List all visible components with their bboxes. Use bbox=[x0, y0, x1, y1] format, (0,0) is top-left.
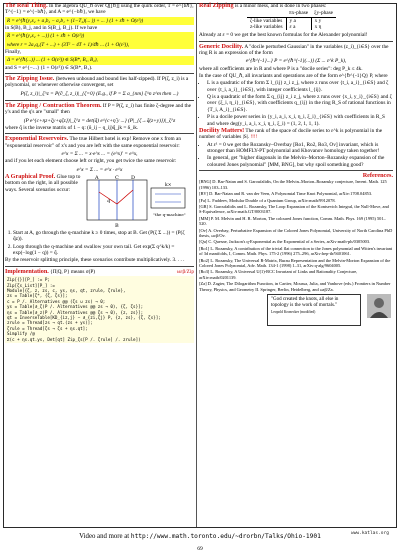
page-number: 69 bbox=[197, 546, 203, 552]
list-item: • Q is a quadratic of the form Σ q_{ij} z_i z_j, where z runs over {x_i, y_i}_{i∈S} and ζ over {ξ_i, η_i}_{i∈S}, with coefficients q_{ij} in the ring R_S of rational functions in {T_i, A_i}_{i∈S}. bbox=[207, 94, 393, 113]
exponential-formula2: e^x = Σ ... = e^x · e^x bbox=[76, 166, 123, 173]
reference-item: [Ov] A. Overbay, Perturbative Expansion of the Colored Jones Polynomial, University of North Carolina PhD thesis, ωεβ/Ov. bbox=[199, 227, 393, 238]
fig-label-q: q bbox=[107, 198, 111, 205]
generic-docility-formula: e^{ℏ^{-1}...} P = e^{ℏ^{-1}(...)} (Σ ... ε^k P_k), bbox=[245, 58, 347, 65]
real-zipping-title: Real Zipping bbox=[199, 2, 234, 9]
docility-matters-title: Docility Matters! bbox=[199, 126, 245, 134]
list-item: • P is a docile power series in {y_i, a_i, x_i, η_i, ξ_i}_{i∈S} with coefficients in R_S and where deg(y_i, a_i, x_i, η_i, ξ_i) = (1, 2, 1, 1, 1). bbox=[207, 114, 393, 127]
code-line: Zip[{}][P_] := P; bbox=[7, 277, 50, 283]
real-thing-text4: and S = e^{−...} (1 + O(ε²)) ∈ S(B*, B₁). bbox=[5, 64, 93, 71]
code-line: Zip[ζs_List][P_] := bbox=[7, 282, 55, 288]
contraction-title: The Zipping / Contraction Theorem. bbox=[5, 101, 102, 109]
fig-label-c: C bbox=[115, 175, 119, 182]
graphical-proof-text2: By the reservoir splitting principle, these scenarios contribute multiplicatively. 3. . . . bbox=[5, 257, 185, 264]
exponential-title: Exponential Reservoirs. bbox=[5, 135, 69, 143]
code-line: Module[{ζ, z, zs, c, ys, ηs, qt, zrule, ζrule}, bbox=[7, 287, 126, 293]
fig-label-a: A bbox=[95, 175, 99, 182]
references-title: References. bbox=[362, 171, 393, 179]
code-line: c = P /. Alternatives @@ (ζs ∪ zs) → 0; bbox=[7, 298, 106, 304]
reference-item: [Za] D. Zagier, The Dilogarithm Function, in Cartier, Moussa, Julia, and Vanhove (eds.) Frontiers in Number Theory, Physics, and Geometry II. Springer, Berlin, Heidelberg, and ωεβ/Za. bbox=[199, 281, 391, 292]
real-thing-text1: In the algebra QU_ℏ over Q[[ℏ]] using the quirk order, T = e^{bℏ}, T^{−1} = e^{−bℏ}, and A = e^{−bℏ}, we have bbox=[5, 3, 194, 16]
reference-item: [Fa] L. Faddeev, Modular Double of a Quantum Group, arXiv:math/9912078. bbox=[199, 197, 336, 203]
real-thing-formula3: where r = 2a₁q₁(T + ...) + (3T² − 4T + 1)/4ℏ ... (1 + O(ε²)), bbox=[5, 41, 194, 49]
reference-item: [BV] D. Bar-Natan and R. van der Veen, A Polynomial Time Knot Polynomial, arXiv:1708.04853. bbox=[199, 191, 373, 197]
reference-item: [Ro2] L. Rozansky, The Universal R-Matrix, Burau Representation and the Melvin-Morton Expansion of the Colored Jones Polynomial, Adv. Math. 134-1 (1998) 1–31, arXiv:q-alg/9604005. bbox=[199, 257, 391, 268]
fig-label-b: B bbox=[115, 223, 119, 230]
code-line: ηs = Table[∂_z(P /. Alternatives @@ ζs → 0), {z, zs}]; bbox=[7, 309, 144, 315]
graphical-proof-block bbox=[5, 174, 194, 230]
reference-item: [MM] P. M. Melvin and H. R. Morton, The coloured Jones function, Comm. Math. Phys. 169 (1995) 501–520. bbox=[199, 215, 386, 227]
graphical-proof-ellipsis: 3. . . . bbox=[172, 257, 185, 264]
footer-prefix: Video and more at bbox=[79, 533, 130, 540]
table-cell: y a bbox=[286, 17, 311, 24]
exponential-text: The true Hilbert hotel is exp! Remove one x from an "exponential reservoir" of x's and you are left with the same exponential reservoir: bbox=[5, 136, 181, 149]
footer bbox=[0, 533, 400, 540]
exponential-text2: and if you let each element choose left or right, you get twice the same reservoir: bbox=[5, 158, 177, 165]
docility-matters-text: The rank of the space of docile series to ε^k is polynomial in the number of variables |S|. bbox=[199, 127, 383, 141]
docility-matters-marks: !!!! bbox=[250, 134, 258, 141]
generic-docility-section bbox=[199, 44, 393, 57]
kronecker-quote bbox=[267, 294, 361, 326]
generic-docility-title: Generic Docility. bbox=[199, 42, 244, 50]
generic-docility-text3: In the case of QU_ℏ, all invariants and operations are of the form e^{ℏ^{-1}Q} P, where bbox=[199, 73, 388, 80]
real-thing-formula4: Δ = e^{ℏ(...)} ... (1 + O(ε²)) ∈ S(B*, B₁, B₂), bbox=[5, 56, 194, 64]
docility-matters-section bbox=[199, 128, 393, 141]
exponential-section bbox=[5, 136, 194, 149]
table-cell: ζ-like variables bbox=[250, 17, 283, 24]
form-bullets bbox=[199, 80, 393, 126]
quote-area bbox=[199, 294, 393, 324]
graphical-proof-diagram bbox=[85, 174, 193, 230]
generic-docility-text2: where all coefficients are in R and where P is a "docile series": deg P_k ≤ 4k. bbox=[199, 65, 363, 72]
list-item: • In general, get "higher diagonals in the Melvin–Morton–Rozansky expansion of the coloured Jones polynomial" [MM, BNG], but why spoil something good? bbox=[207, 155, 393, 168]
zipping-issue-text: (between unbound and bound lies half-zipped). If P(ζ, z_i) is a polynomial, or whenever otherwise convergent, set bbox=[5, 75, 189, 89]
implementation-formula: {Π|Q, P} means σ(P) bbox=[50, 268, 96, 275]
exponential-formula: e^x = Σ ... = x·e^x ... = (e^x)' = e^x, bbox=[61, 151, 138, 157]
real-zipping-section bbox=[199, 3, 393, 9]
table-row bbox=[247, 17, 336, 24]
divider bbox=[5, 73, 194, 74]
table-cell: x y bbox=[311, 17, 336, 24]
fig-label-k: k× bbox=[165, 183, 172, 189]
table-row bbox=[247, 24, 336, 30]
graphical-proof-item: 1. Start at A, go through the q-machine k ≥ 0 times, stop at B. Get (P(ζ Σ ...)) = (P(ζ q̃z)). bbox=[13, 230, 194, 243]
reference-item: [Ro1] L. Rozansky, A contribution of the trivial flat connection to the Jones polynomial and Witten's invariant of 3d manifolds, I, Comm. Math. Phys. 175-2 (1996) 275–296, arXiv:hep-th/9401061. bbox=[199, 245, 393, 257]
kronecker-portrait bbox=[367, 294, 391, 318]
zipping-issue-formula: P(ζ, z_i)|_ζ^z = P(∂_ζ, z_i)|_{ζ=0} (E.g., if P = Σ a_{nm} ζ^n z^m then ...) bbox=[20, 90, 179, 97]
contraction-text1: If P = P(ζ, z_i) has finite ζ-degree and the y's and the q's are "small" then bbox=[5, 102, 191, 116]
implementation-code bbox=[5, 276, 194, 343]
footer-link[interactable]: http://www.math.toronto.edu/~drorbn/Talks/Ohio-1901 bbox=[130, 533, 321, 540]
list-item: • At ε¹ = 0 we get the Rozansky–Overbay [Ro1, Ro2, Ro3, Ov] invariant, which is stronger than HOMFLY-PT polynomial and Khovanov homology taken together! bbox=[207, 142, 393, 155]
implementation-section bbox=[5, 269, 194, 275]
graphical-proof-title: A Graphical Proof. bbox=[5, 173, 56, 181]
divider bbox=[199, 41, 393, 42]
table-header: ξy-phase bbox=[311, 10, 336, 17]
divider bbox=[199, 170, 393, 171]
graphical-proof-text: Glue top to bottom on the right, in all possible ways. Several scenarios occur: bbox=[5, 174, 81, 193]
contraction-section bbox=[5, 103, 194, 116]
quote-author: Leopold Kronecker (modified) bbox=[271, 310, 316, 315]
implementation-link[interactable]: ωεβ/Zip bbox=[176, 268, 194, 275]
reference-item: [Ro3] L. Rozansky, A Universal U(1)-RCC Invariant of Links and Rationality Conjecture, arXiv:math/0201139. bbox=[199, 269, 358, 280]
fig-label-qmachine: "the q-machine" bbox=[153, 212, 186, 218]
real-thing-text3: Finally, bbox=[5, 48, 21, 55]
reference-item: [GR] S. Garoufalidis and L. Rozansky, The Loop Expansion of the Kontsevich Integral, the Null-Move, and S-Equivalence, arXiv:math.GT/0003187. bbox=[199, 203, 389, 215]
fig-label-d: D bbox=[131, 175, 136, 182]
table-cell: x η bbox=[311, 24, 336, 30]
real-zipping-text: is a minor mess, and is done in two phases: bbox=[234, 3, 327, 9]
katlas-url[interactable]: www.katlas.org bbox=[351, 531, 389, 536]
table-header bbox=[247, 10, 286, 17]
table-cell: z-like variables bbox=[250, 24, 283, 31]
divider bbox=[5, 133, 194, 134]
table-header: πx-phase bbox=[286, 10, 311, 17]
list-item: • L is a quadratic of the form Σ l_{ij} z_i z_j, where z runs over {t_i, a_i}_{i∈S} and ζ over {t_i, a_i}_{i∈S}, with integer coefficients l_{ij}. bbox=[207, 80, 393, 93]
references-block bbox=[199, 173, 393, 292]
reference-item: [Qu] C. Quesne, Jackson's q-Exponential as the Exponential of a Series, arXiv:math-ph/0305003. bbox=[199, 239, 371, 245]
graphical-proof-text-block bbox=[5, 174, 83, 193]
right-column bbox=[199, 3, 393, 324]
graphical-proof-item: 2. Loop through the q-machine and swallow your own tail. Get exp(Σ q^k/k) = exp(−log(1 − q)) = q̃. bbox=[13, 244, 194, 257]
code-line: zrule = Thread[zs → qt.(zs + ys)]; bbox=[7, 320, 93, 326]
code-line: zs = Table[ζ*, {ζ, ζs}]; bbox=[7, 293, 68, 299]
real-thing-formula2: R = e^{ℏ(y₁x₂ + ...)} (1 + εℏ + O(ε²)) bbox=[5, 32, 194, 40]
zipping-issue-title: The Zipping Issue. bbox=[5, 74, 55, 82]
code-line: Σ(c + ηs.qt.ys, Det[qt] Zip_ζs[P /. ζrule] /. zrule]) bbox=[7, 336, 141, 342]
result-bullets bbox=[199, 142, 393, 168]
divider bbox=[5, 266, 194, 267]
left-column bbox=[5, 3, 194, 343]
real-thing-title: The Real Thing. bbox=[5, 2, 48, 9]
graphical-proof-list bbox=[5, 230, 194, 256]
real-zipping-text2: Already at ε = 0 we get the best known formulas for the Alexander polynomial! bbox=[199, 32, 368, 39]
contraction-text2: where q̃ is the inverse matrix of 1 − q: (δ_ij − q_ij)q̃_jk = δ_ik. bbox=[5, 124, 139, 131]
zipping-phase-table bbox=[247, 10, 336, 30]
reference-item: [BNG] D. Bar-Natan and S. Garoufalidis, On the Melvin–Morton–Rozansky conjecture, Invent. Math. 125 (1996) 103–133. bbox=[199, 179, 387, 190]
table-cell: ε a bbox=[286, 24, 311, 30]
quote-text: "God created the knots, all else in topology is the work of mortals." bbox=[271, 297, 339, 309]
implementation-title: Implementation. bbox=[5, 267, 49, 275]
real-thing-text2: in S(B), B_j, and in S(B_j, B_j). If we have bbox=[5, 24, 98, 31]
code-line: ζrule = Thread[ζs → ζs + ηs.qt]; bbox=[7, 325, 88, 331]
real-thing-section bbox=[5, 3, 194, 16]
code-line: qt = InverseTable[KD_{iz,j} − ∂_{zi,ζj} P, {z, zs}, {ζ, ζs}]; bbox=[7, 314, 161, 320]
code-line: Simplify /@ bbox=[7, 331, 35, 337]
contraction-formula: (P e^{c+ηz+ζy+qζz})|_ζ^z = det(q̃) e^{c+η̃ y ...} (P|_{ζ→q̃(z+y)})|_ζ^z bbox=[23, 117, 176, 124]
references-heading-row bbox=[199, 173, 393, 178]
real-thing-formula1: R = e^{ℏ(y₁x₂ + a₁b₂ − a₂b₁ + (1−T₂)(... )) + ... } (1 + εℏ + O(ε²)) bbox=[5, 17, 194, 25]
zipping-issue-section bbox=[5, 76, 194, 89]
code-line: ys = Table[∂_ζ(P /. Alternatives @@ zs → 0), {ζ, ζs}]; bbox=[7, 304, 144, 310]
divider bbox=[5, 100, 194, 101]
generic-docility-text: A "docile perturbed Gaussian" in the variables (z_i)_{i∈S} over the ring R is an expression of the form bbox=[199, 43, 389, 57]
